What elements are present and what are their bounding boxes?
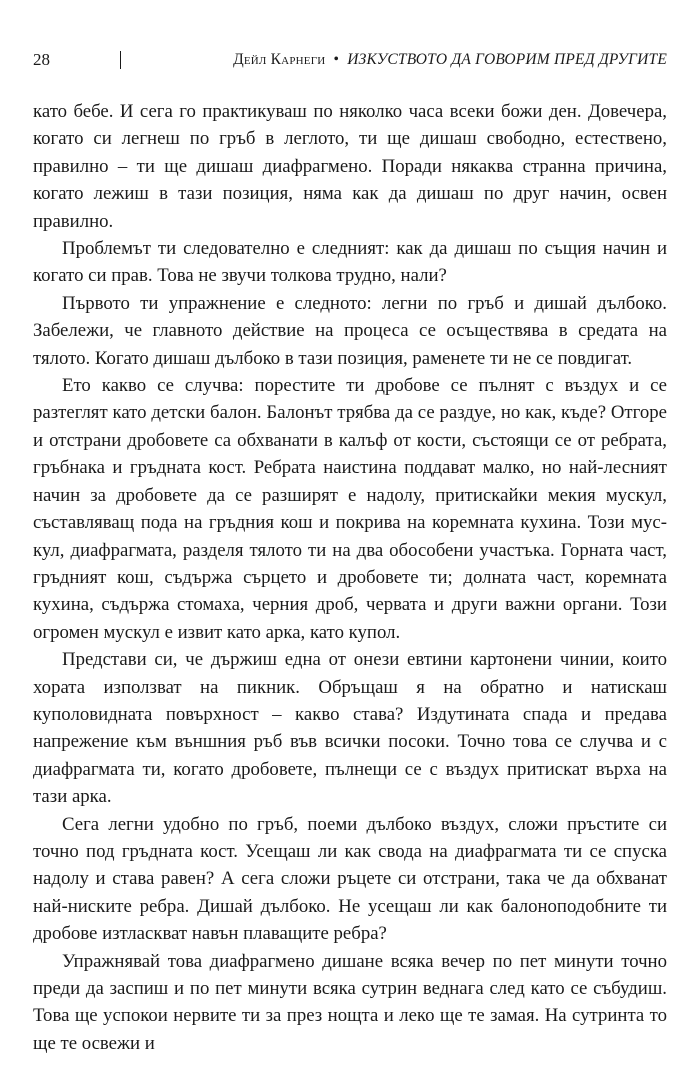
running-head [233, 51, 667, 69]
paragraph: Упражнявай това диафрагмено дишане всяка вечер по пет минути точно преди да заспиш и по пет минути всяка сутрин веднага след като се събудиш. Това ще успокои нервите ти за през нощта и леко ще те замая. На сутринта то ще те освежи и [33, 950, 667, 1054]
book-title: ИЗКУСТВОТО ДА ГОВОРИМ ПРЕД ДРУГИТЕ [347, 51, 667, 68]
body-text [33, 98, 667, 1057]
header-divider [120, 51, 121, 69]
paragraph: Представи си, че държиш една от онези евтини картонени чинии, които хората използват на пикник. Обръщаш я на обратно и натискаш куполовидната повърхност – какво става? Издутината спада и предава напрежение към външния ръб във всички посоки. Точно това се случва и с диафрагмата ти, когато дробовете, пълнещи се с въздух притискат върха на тази арка. [33, 649, 667, 808]
paragraph: Проблемът ти следователно е следният: как да дишаш по същия начин и когато си прав. Това не звучи толкова трудно, нали? [33, 238, 667, 287]
bullet-separator: • [333, 51, 340, 68]
paragraph: като бебе. И сега го практикуваш по няколко часа всеки божи ден. Довечера, когато си легнеш по гръб в леглото, ти ще дишаш свободно, естествено, правилно – ти ще дишаш диафрагмено. Поради някаква странна причина, когато лежиш в тази позиция, няма как да дишаш по друг начин, освен правилно. [33, 101, 667, 232]
page-header [33, 50, 667, 78]
paragraph: Сега легни удобно по гръб, поеми дълбоко въздух, сложи пръстите си точно под гръдната кост. Усещаш ли как свода на диафрагмата ти се спуска надолу и става равен? А сега сложи ръцете си отстрани, така че да обхванат най-ниските ребра. Дишай дълбоко. Не усещаш ли как балоноподобните ти дробове изтласкват навън плаващите ребра? [33, 813, 667, 945]
paragraph: Първото ти упражнение е следното: легни по гръб и дишай дълбоко. Забележи, че главното действие на процеса се осъществява в средата на тялото. Когато дишаш дълбоко в тази позиция, раменете ти не се повдигат. [33, 292, 667, 369]
page-number: 28 [33, 50, 50, 69]
paragraph: Ето какво се случва: порестите ти дробове се пълнят с въздух и се разтеглят като детски балон. Балонът трябва да се раздуе, но как, къде? Отгоре и отстрани дробовете са обхванати в калъф от кости, състоящи се от ребрата, гръбнака и гръдната кост. Ребрата наистина поддават малко, но най-лесният начин за дробовете да се разширят е надолу, притискайки мекия мускул, съставляващ пода на гръдния кош и покрива на коремната кухина. Този мускул, диафрагмата, разделя тялото ти на два обособени участъка. Горната част, гръдният кош, съдържа сърцето и дробовете ти; долната част, коремната кухина, съдържа стомаха, черния дроб, червата и други важни органи. Този огромен мускул е извит като арка, като купол. [33, 375, 667, 643]
author-name: Дейл Карнеги [233, 51, 326, 68]
